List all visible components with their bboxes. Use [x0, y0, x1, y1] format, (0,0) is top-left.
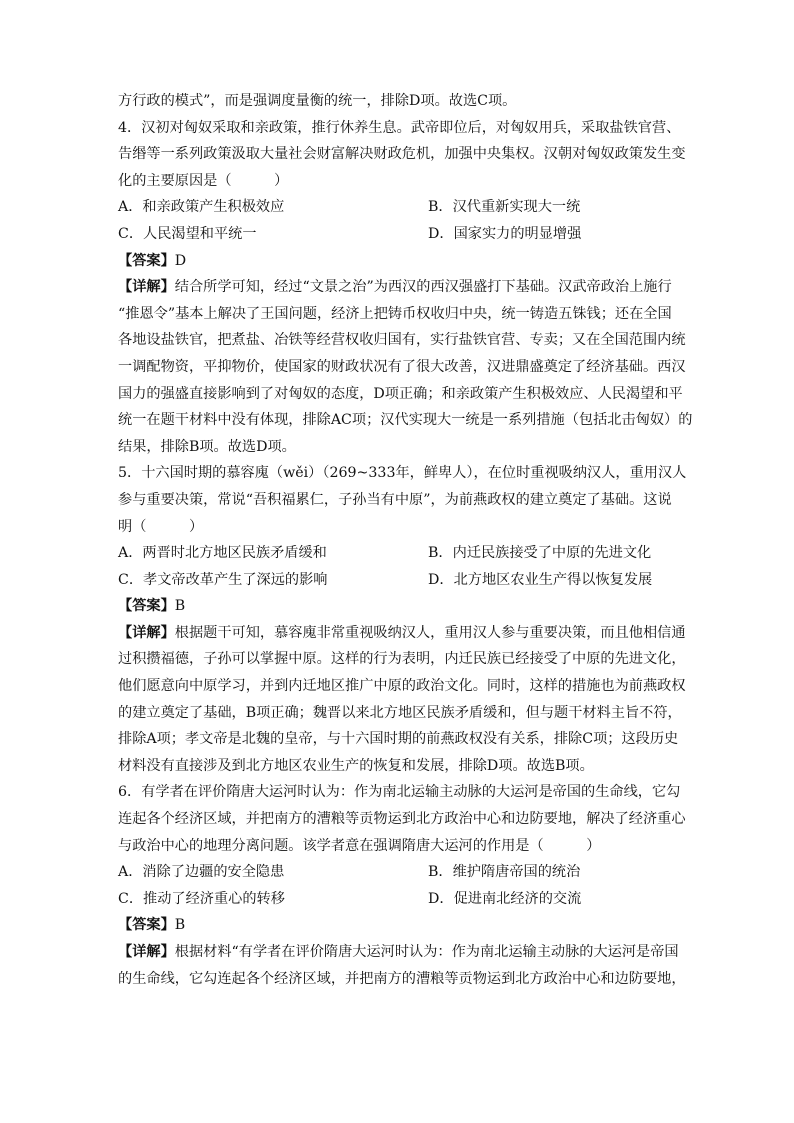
answer-option: B．内迁民族接受了中原的先进文化 [428, 545, 652, 562]
answer-option: B．汉代重新实现大一统 [428, 199, 581, 216]
answer-option: A．和亲政策产生积极效应 [118, 199, 285, 216]
explanation-line [118, 407, 693, 434]
answer-option: C．孝文帝改革产生了深远的影响 [118, 571, 328, 588]
explanation-line [118, 301, 678, 328]
explanation-line [118, 620, 686, 647]
explanation-line [118, 700, 682, 727]
answer-option: A．两晋时北方地区民族矛盾缓和 [118, 545, 327, 562]
answer-line [118, 248, 678, 275]
explanation-text: 过积攒福德，子孙可以掌握中原。这样的行为表明，内迁民族已经接受了中原的先进文化， [118, 651, 686, 668]
explanation-text: 结果，排除B项。故选D项。 [118, 438, 296, 455]
explanation-text: 材料没有直接涉及到北方地区农业生产的恢复和发展，排除D项。故选B项。 [118, 757, 594, 774]
explanation-text: “推恩令”基本上解决了王国问题，经济上把铸币权收归中央，统一铸造五铢钱；还在全国 [118, 305, 672, 322]
explanation-line [118, 673, 686, 700]
question-list [118, 115, 693, 993]
answer-value: B [174, 598, 186, 615]
question-stem-line: 明（ ） [118, 518, 204, 535]
explanation-line [118, 274, 678, 301]
question-stem-line: 告缗等一系列政策汲取大量社会财富解决财政危机，加强中央集权。汉朝对匈奴政策发生变 [118, 146, 686, 163]
explanation-text: 各地设盐铁官，把煮盐、冶铁等经营权收归国有，实行盐铁官营、专卖；又在全国范围内统 [118, 332, 686, 349]
explanation-label: 【详解】 [118, 624, 175, 641]
explanation-text: 的生命线，它勾连起各个经济区域，并把南方的漕粮等贡物运到北方政治中心和边防要地， [118, 970, 686, 987]
answer-value: D [174, 252, 187, 269]
explanation-line [118, 939, 678, 966]
explanation-line [118, 327, 686, 354]
options-row [118, 540, 678, 567]
question-stem-line: 5．十六国时期的慕容廆（wěi）（269~333年，鲜卑人），在位时重视吸纳汉人，重用汉人 [118, 465, 687, 482]
explanation-line [118, 434, 678, 461]
question-stem-line: 连起各个经济区域，并把南方的漕粮等贡物运到北方政治中心和边防要地，解决了经济重心 [118, 811, 686, 828]
explanation-line [118, 381, 683, 408]
answer-option: D．促进南北经济的交流 [428, 890, 582, 907]
options-row [118, 567, 678, 594]
answer-line [118, 593, 678, 620]
answer-line [118, 912, 678, 939]
answer-label: 【答案】 [118, 598, 175, 615]
explanation-text: 的建立奠定了基础，B项正确；魏晋以来北方地区民族矛盾缓和，但与题干材料主旨不符， [118, 704, 682, 721]
document-page [118, 88, 693, 992]
options-row [118, 194, 678, 221]
options-row [118, 221, 678, 248]
answer-label: 【答案】 [118, 252, 175, 269]
explanation-line [118, 966, 686, 993]
explanation-label: 【详解】 [118, 279, 175, 296]
explanation-line [118, 753, 678, 780]
explanation-text: 国力的强盛直接影响到了对匈奴的态度，D项正确；和亲政策产生积极效应、人民渴望和平 [118, 385, 683, 402]
question-stem-line: 4．汉初对匈奴采取和亲政策，推行休养生息。武帝即位后，对匈奴用兵，采取盐铁官营、 [118, 119, 681, 136]
answer-option: D．北方地区农业生产得以恢复发展 [428, 571, 653, 588]
answer-label: 【答案】 [118, 917, 175, 934]
options-row [118, 859, 678, 886]
question-block [118, 779, 686, 992]
explanation-text: 根据题干可知，慕容廆非常重视吸纳汉人，重用汉人参与重要决策，而且他相信通 [174, 624, 686, 641]
answer-value: B [174, 917, 186, 934]
answer-option: C．推动了经济重心的转移 [118, 890, 285, 907]
explanation-line [118, 354, 686, 381]
question-stem-line: 6．有学者在评价隋唐大运河时认为：作为南北运输主动脉的大运河是帝国的生命线，它勾 [118, 784, 681, 801]
explanation-text: 根据材料“有学者在评价隋唐大运河时认为：作为南北运输主动脉的大运河是帝国 [174, 944, 679, 960]
explanation-line [118, 726, 678, 753]
explanation-text: 他们愿意向中原学习，并到内迁地区推广中原的政治文化。同时，这样的措施也为前燕政权 [118, 678, 686, 695]
explanation-text: 结合所学可知，经过“文景之治”为西汉的西汉强盛打下基础。汉武帝政治上施行 [174, 279, 672, 296]
answer-option: C．人民渴望和平统一 [118, 225, 257, 242]
previous-answer-tail: 方行政的模式”，而是强调度量衡的统一，排除D项。故选C项。 [118, 93, 517, 109]
explanation-text: 排除A项；孝文帝是北魏的皇帝，与十六国时期的前燕政权没有关系，排除C项；这段历史 [118, 731, 679, 748]
answer-option: D．国家实力的明显增强 [428, 225, 582, 242]
question-stem-line: 参与重要决策，常说“吾积福累仁，子孙当有中原”，为前燕政权的建立奠定了基础。这说 [118, 491, 672, 508]
explanation-text: 一调配物资，平抑物价，使国家的财政状况有了很大改善，汉进鼎盛奠定了经济基础。西汉 [118, 358, 686, 375]
question-block [118, 460, 687, 779]
options-row [118, 886, 678, 913]
answer-option: B．维护隋唐帝国的统治 [428, 864, 581, 881]
question-stem-line: 化的主要原因是（ ） [118, 172, 289, 189]
explanation-label: 【详解】 [118, 944, 175, 960]
answer-option: A．消除了边疆的安全隐患 [118, 864, 285, 881]
explanation-line [118, 646, 686, 673]
question-stem-line: 与政治中心的地理分离问题。该学者意在强调隋唐大运河的作用是（ ） [118, 837, 601, 854]
explanation-text: 统一在题干材料中没有体现，排除AC项；汉代实现大一统是一系列措施（包括北击匈奴）的 [118, 412, 693, 429]
question-block [118, 115, 693, 461]
